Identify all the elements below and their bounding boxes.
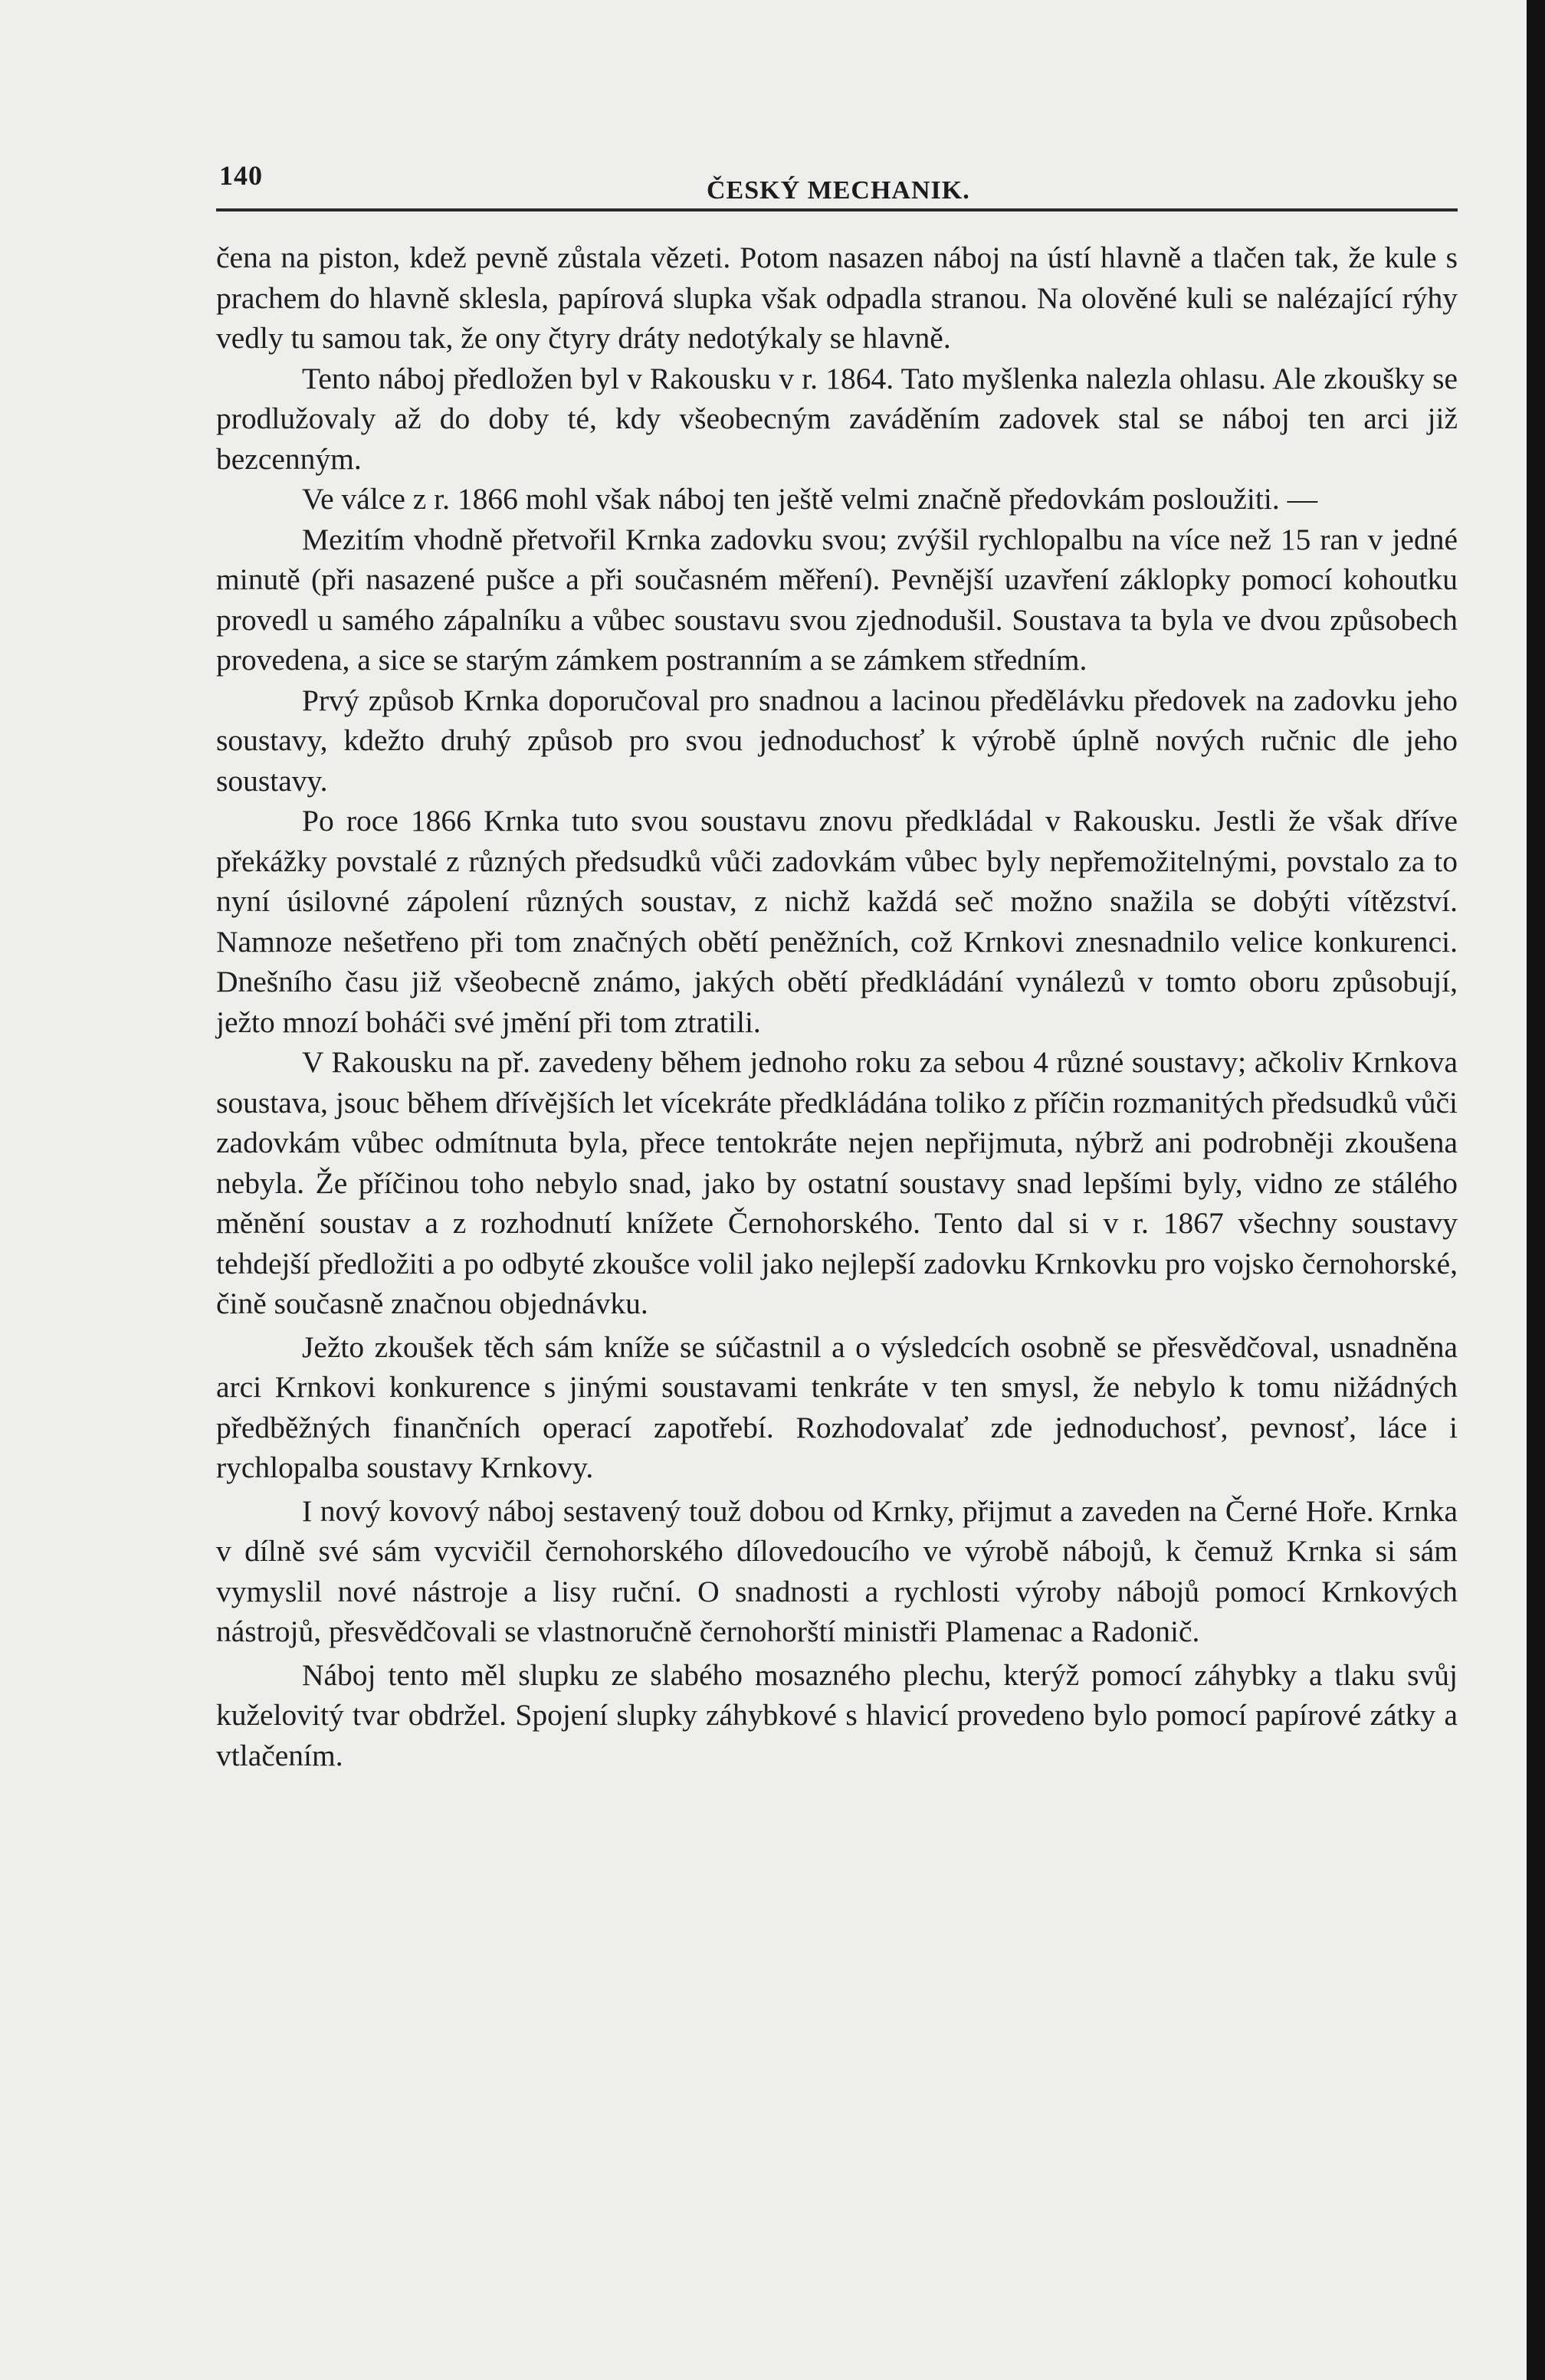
paragraph: Ve válce z r. 1866 mohl však náboj ten ještě velmi značně předovkám posloužiti. — (302, 482, 1318, 516)
paragraph: Po roce 1866 Krnka tuto svou soustavu znovu předkládal v Rakousku. Jestli že však dříve překážky povstalé z různých předsudků vůči zadovkám vůbec byly nepřemožitelnými, povstalo za to nyní úsilovné zápolení různých soustav, z nichž každá seč možno snažila se dobýti vítězství. Namnoze nešetřeno při tom značných obětí peněžních, což Krnkovi znesnadnilo velice konkurenci. Dnešního času již všeobecně známo, jakých obětí předkládání vynálezů v tomto oboru způsobují, ježto mnozí boháči své jmění při tom ztratili. (216, 804, 1458, 1039)
page-number: 140 (219, 160, 263, 191)
paragraph: Tento náboj předložen byl v Rakousku v r. 1864. Tato myšlenka nalezla ohlasu. Ale zkoušky se prodlužovaly až do doby té, kdy všeobecným zaváděním zadovek stal se náboj ten arci již bezcenným. (216, 361, 1458, 476)
paragraph-continuation: čena na piston, kdež pevně zůstala vězeti. Potom nasazen náboj na ústí hlavně a tlačen tak, že kule s prachem do hlavně sklesla, papírová slupka však odpadla stranou. Na olověné kuli se nalézající rýhy vedly tu samou tak, že ony čtyry dráty nedotýkaly se hlavně. (216, 241, 1458, 355)
running-title: ČESKÝ MECHANIK. (707, 176, 970, 205)
scan-dark-edge (1527, 0, 1545, 2380)
paragraph: Ježto zkoušek těch sám kníže se súčastnil a o výsledcích osobně se přesvědčoval, usnadněna arci Krnkovi konkurence s jinými soustavami tenkráte v ten smysl, že nebylo k tomu nižádných předběžných finančních operací zapotřebí. Rozhodovalať zde jednoduchosť, pevnosť, láce i rychlopalba soustavy Krnkovy. (216, 1329, 1458, 1484)
paragraph: Mezitím vhodně přetvořil Krnka zadovku svou; zvýšil rychlopalbu na více než 15 ran v jedné minutě (při nasazené pušce a při současném měření). Pevnější uzavření záklopky pomocí kohoutku provedl u samého zápalníku a vůbec soustavu svou zjednodušil. Soustava ta byla ve dvou způsobech provedena, a sice se starým zámkem postranním a se zámkem středním. (216, 522, 1458, 677)
paragraph: Náboj tento měl slupku ze slabého mosazného plechu, kterýž pomocí záhybky a tlaku svůj kuželovitý tvar obdržel. Spojení slupky záhybkové s hlavicí provedeno bylo pomocí papírové zátky a vtlačením. (216, 1657, 1458, 1772)
header-rule (216, 208, 1458, 211)
paragraph: Prvý způsob Krnka doporučoval pro snadnou a lacinou předělávku předovek na zadovku jeho soustavy, kdežto druhý způsob pro svou jednoduchosť k výrobě úplně nových ručnic dle jeho soustavy. (216, 683, 1458, 798)
page-header (216, 153, 1458, 207)
body-text (216, 238, 1458, 1775)
paragraph: V Rakousku na př. zavedeny během jednoho roku za sebou 4 různé soustavy; ačkoliv Krnkova soustava, jsouc během dřívějších let vícekráte předkládána toliko z příčin rozmanitých předsudků vůči zadovkám vůbec odmítnuta byla, přece tentokráte nejen nepřijmuta, nýbrž ani podrobněji zkoušena nebyla. Že příčinou toho nebylo snad, jako by ostatní soustavy snad lepšími byly, vidno ze stálého měnění soustav a z rozhodnutí knížete Černohorského. Tento dal si v r. 1867 všechny soustavy tehdejší předložiti a po odbyté zkoušce volil jako nejlepší zadovku Krnkovku pro vojsko černohorské, čině současně značnou objednávku. (216, 1045, 1458, 1320)
paragraph: I nový kovový náboj sestavený touž dobou od Krnky, přijmut a zaveden na Černé Hoře. Krnka v dílně své sám vycvičil černohorského dílovedoucího ve výrobě nábojů, k čemuž Krnka si sám vymyslil nové nástroje a lisy ruční. O snadnosti a rychlosti výroby nábojů pomocí Krnkových nástrojů, přesvědčovali se vlastnoručně černohorští ministři Plamenac a Radonič. (216, 1493, 1458, 1648)
